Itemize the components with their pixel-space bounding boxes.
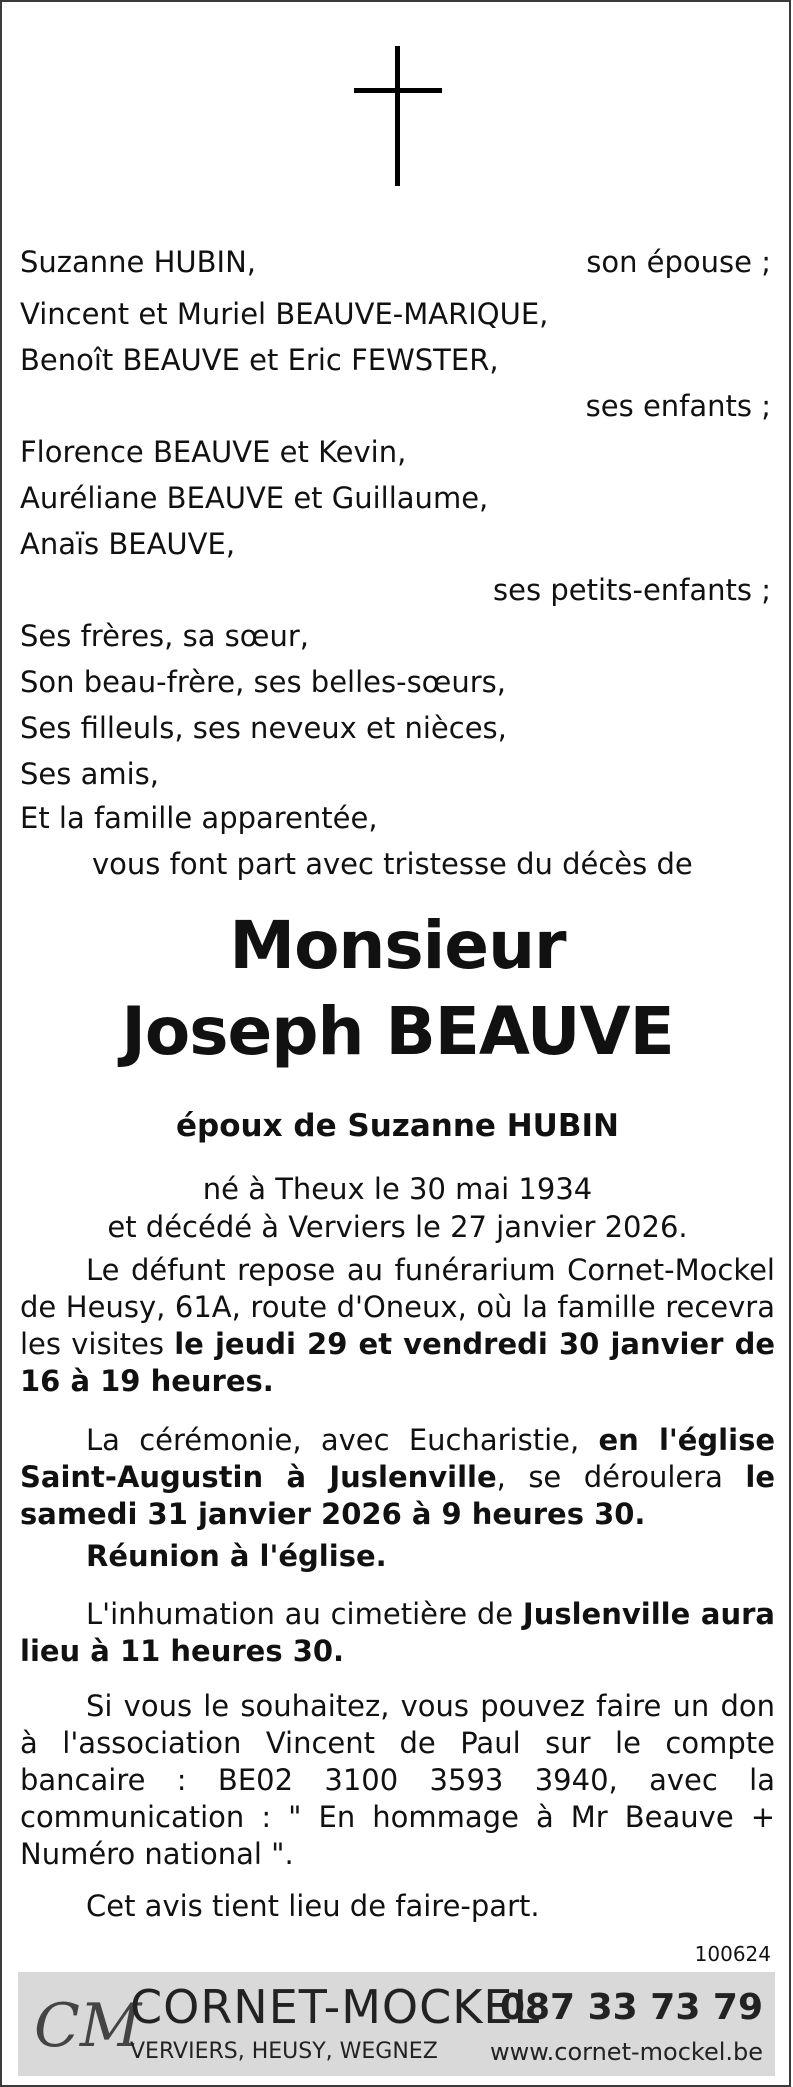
others-line-1: Ses frères, sa sœur, <box>20 619 309 653</box>
meeting-paragraph: Réunion à l'église. <box>86 1539 387 1573</box>
funeral-home-phone: 087 33 73 79 <box>499 1987 763 2028</box>
funeral-home-website[interactable]: www.cornet-mockel.be <box>489 2038 763 2066</box>
donation-paragraph: Si vous le souhaitez, vous pouvez faire un don à l'association Vincent de Paul sur le compte bancaire : BE02 3100 3593 3940, avec la communication : " En hommage à Mr Beauve + Numéro national ". <box>20 1689 775 1871</box>
cross-icon <box>354 46 442 186</box>
announcement-line: vous font part avec tristesse du décès de <box>92 847 693 881</box>
birth-line: né à Theux le 30 mai 1934 <box>202 1172 593 1206</box>
logo-c: CM <box>34 1991 142 2061</box>
church-name: en l'église Saint-Augustin à Juslenville <box>20 1423 775 1494</box>
others-line-4: Ses amis, <box>20 757 159 791</box>
funeral-home-name: CORNET-MOCKEL <box>130 1980 541 2034</box>
grandchild-line-1: Florence BEAUVE et Kevin, <box>20 435 407 469</box>
others-line-3: Ses filleuls, ses neveux et nièces, <box>20 711 507 745</box>
reference-number: 100624 <box>694 1942 771 1966</box>
grandchild-line-3: Anaïs BEAUVE, <box>20 527 236 561</box>
death-line: et décédé à Verviers le 27 janvier 2026. <box>107 1210 688 1244</box>
funeral-home-banner <box>18 1972 775 2076</box>
burial-paragraph: L'inhumation au cimetière de Juslenville aura lieu à 11 heures 30. <box>20 1597 775 1668</box>
spouse-of-line: époux de Suzanne HUBIN <box>176 1108 619 1144</box>
funeral-home-towns: VERVIERS, HEUSY, WEGNEZ <box>130 2039 438 2064</box>
burial-time: Juslenville aura lieu à 11 heures 30. <box>20 1597 775 1668</box>
child-line-1: Vincent et Muriel BEAUVE-MARIQUE, <box>20 297 549 331</box>
ceremony-paragraph: La cérémonie, avec Eucharistie, en l'église Saint-Augustin à Juslenville, se déroulera le samedi 31 janvier 2026 à 9 heures 30. <box>20 1423 775 1531</box>
cm-monogram-icon <box>30 1982 142 2066</box>
spouse-name: Suzanne HUBIN, <box>20 245 256 279</box>
child-line-2: Benoît BEAUVE et Eric FEWSTER, <box>20 343 499 377</box>
visiting-hours: le jeudi 29 et vendredi 30 janvier de 16 à 19 heures. <box>20 1327 776 1398</box>
spouse-role: son épouse ; <box>586 245 771 279</box>
ceremony-date: le samedi 31 janvier 2026 à 9 heures 30. <box>20 1460 775 1531</box>
grandchild-line-2: Auréliane BEAUVE et Guillaume, <box>20 481 489 515</box>
repose-paragraph: Le défunt repose au funérarium Cornet-Mockel de Heusy, 61A, route d'Oneux, où la famille recevra les visites le jeudi 29 et vendredi 30 janvier de 16 à 19 heures. <box>20 1253 776 1398</box>
deceased-title: Monsieur <box>229 907 566 984</box>
others-line-2: Son beau-frère, ses belles-sœurs, <box>20 665 506 699</box>
deceased-name: Joseph BEAUVE <box>121 993 674 1070</box>
others-line-5: Et la famille apparentée, <box>20 801 378 835</box>
children-role: ses enfants ; <box>585 389 771 423</box>
closing-paragraph: Cet avis tient lieu de faire-part. <box>86 1889 540 1923</box>
grandchildren-role: ses petits-enfants ; <box>493 573 771 607</box>
